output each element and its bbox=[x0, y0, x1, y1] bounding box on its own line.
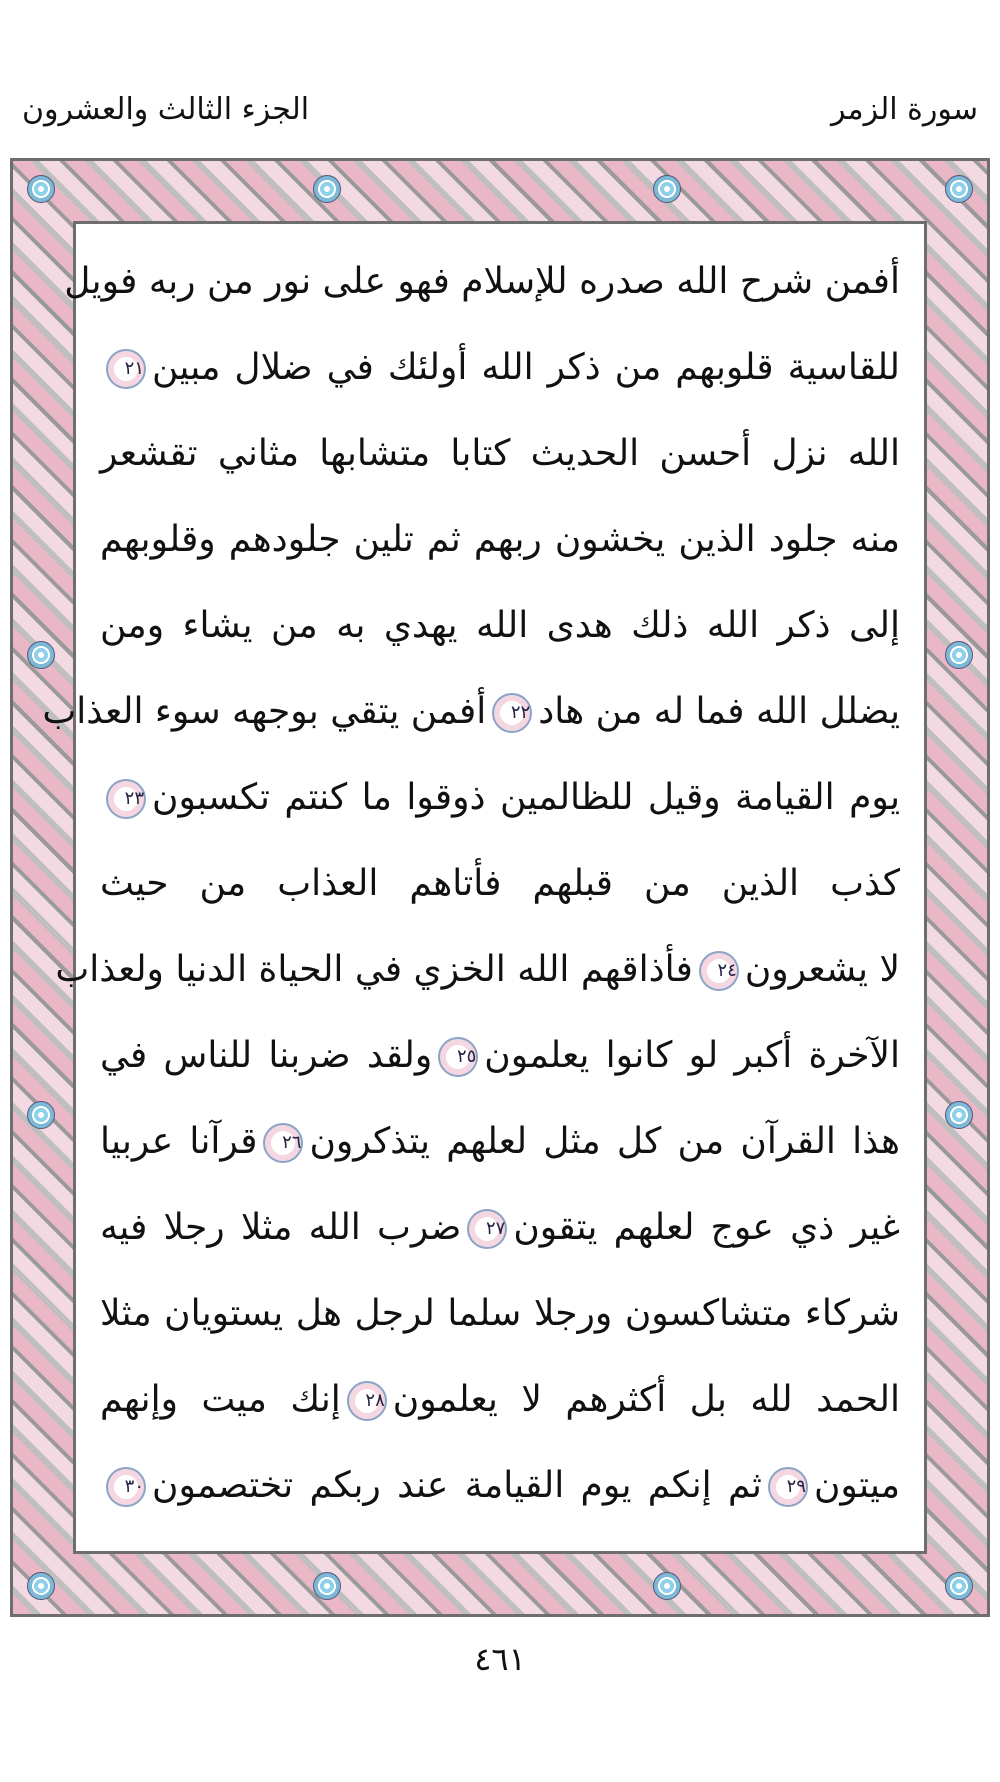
rosette-ornament-icon bbox=[945, 175, 973, 203]
line-text: قرآنا عربيا bbox=[100, 1121, 258, 1162]
line-text: فأذاقهم الله الخزي في الحياة الدنيا ولعذاب bbox=[55, 949, 693, 990]
surah-title: سورة الزمر bbox=[830, 92, 978, 127]
text-line bbox=[100, 324, 900, 412]
rosette-ornament-icon bbox=[945, 1101, 973, 1129]
rosette-ornament-icon bbox=[945, 641, 973, 669]
text-line bbox=[100, 410, 900, 498]
ayah-number-marker: ٢٥ bbox=[438, 1037, 478, 1077]
rosette-ornament-icon bbox=[313, 1572, 341, 1600]
text-line bbox=[100, 1012, 900, 1100]
line-text: ميتون bbox=[813, 1465, 900, 1506]
page-number: ٤٦١ bbox=[474, 1640, 526, 1678]
ayah-number-marker: ٢٧ bbox=[467, 1209, 507, 1249]
line-text: الآخرة أكبر لو كانوا يعلمون bbox=[484, 1035, 901, 1076]
text-line bbox=[100, 840, 900, 928]
ayah-number-marker: ٢٣ bbox=[106, 779, 146, 819]
rosette-ornament-icon bbox=[653, 175, 681, 203]
line-text: أفمن يتقي بوجهه سوء العذاب bbox=[42, 691, 487, 732]
line-text: هذا القرآن من كل مثل لعلهم يتذكرون bbox=[309, 1121, 900, 1162]
line-text: ثم إنكم يوم القيامة عند ربكم تختصمون bbox=[152, 1465, 762, 1506]
quran-text bbox=[42, 238, 901, 1528]
rosette-ornament-icon bbox=[27, 641, 55, 669]
ayah-number-marker: ٣٠ bbox=[106, 1467, 146, 1507]
line-text: إنك ميت وإنهم bbox=[100, 1379, 341, 1420]
line-text: ولقد ضربنا للناس في bbox=[100, 1035, 433, 1076]
text-line bbox=[100, 496, 900, 584]
text-line bbox=[64, 238, 900, 326]
line-text: لا يشعرون bbox=[744, 949, 900, 990]
text-line bbox=[55, 926, 900, 1014]
page-header bbox=[0, 0, 1000, 150]
rosette-ornament-icon bbox=[27, 175, 55, 203]
rosette-ornament-icon bbox=[653, 1572, 681, 1600]
ayah-number-marker: ٢١ bbox=[106, 349, 146, 389]
line-text: منه جلود الذين يخشون ربهم ثم تلين جلودهم وقلوبهم bbox=[100, 519, 900, 560]
line-text: يوم القيامة وقيل للظالمين ذوقوا ما كنتم تكسبون bbox=[152, 777, 900, 818]
line-text: كذب الذين من قبلهم فأتاهم العذاب من حيث bbox=[100, 863, 900, 904]
text-line bbox=[100, 582, 900, 670]
line-text: ضرب الله مثلا رجلا فيه bbox=[100, 1207, 462, 1248]
rosette-ornament-icon bbox=[27, 1101, 55, 1129]
line-text: أفمن شرح الله صدره للإسلام فهو على نور من ربه فويل bbox=[64, 261, 900, 302]
line-text: للقاسية قلوبهم من ذكر الله أولئك في ضلال مبين bbox=[152, 347, 900, 388]
text-line bbox=[100, 754, 900, 842]
rosette-ornament-icon bbox=[945, 1572, 973, 1600]
text-line bbox=[100, 1098, 900, 1186]
text-line bbox=[100, 1270, 900, 1358]
line-text: إلى ذكر الله ذلك هدى الله يهدي به من يشاء ومن bbox=[100, 605, 900, 646]
ayah-number-marker: ٢٤ bbox=[699, 951, 739, 991]
text-line bbox=[100, 1442, 900, 1530]
text-line bbox=[100, 1356, 900, 1444]
rosette-ornament-icon bbox=[313, 175, 341, 203]
line-text: الحمد لله بل أكثرهم لا يعلمون bbox=[392, 1379, 900, 1420]
ayah-number-marker: ٢٢ bbox=[492, 693, 532, 733]
text-line bbox=[100, 1184, 900, 1272]
ayah-number-marker: ٢٨ bbox=[347, 1381, 387, 1421]
line-text: شركاء متشاكسون ورجلا سلما لرجل هل يستويان مثلا bbox=[100, 1293, 900, 1334]
rosette-ornament-icon bbox=[27, 1572, 55, 1600]
ayah-number-marker: ٢٦ bbox=[263, 1123, 303, 1163]
line-text: غير ذي عوج لعلهم يتقون bbox=[513, 1207, 900, 1248]
juz-title: الجزء الثالث والعشرون bbox=[22, 92, 310, 127]
ayah-number-marker: ٢٩ bbox=[768, 1467, 808, 1507]
line-text: يضلل الله فما له من هاد bbox=[538, 691, 900, 732]
text-line bbox=[42, 668, 900, 756]
line-text: الله نزل أحسن الحديث كتابا متشابها مثاني تقشعر bbox=[100, 433, 900, 474]
